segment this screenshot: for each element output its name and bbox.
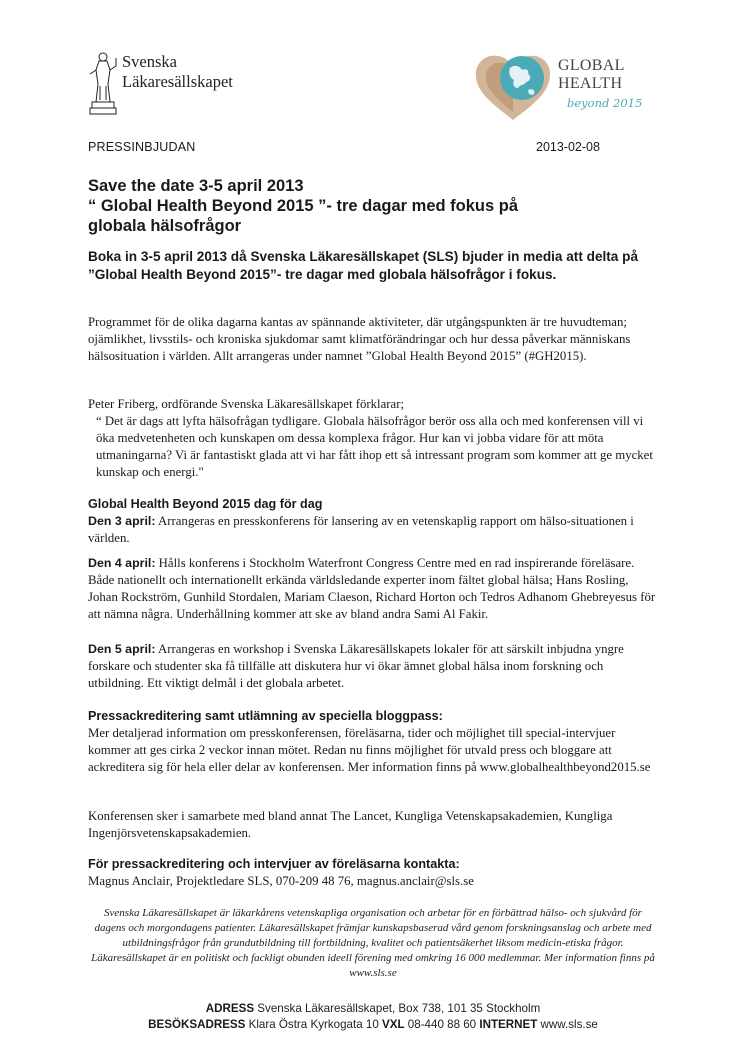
phone-label: VXL <box>382 1018 405 1031</box>
day-4-text: Hålls konferens i Stockholm Waterfront Congress Centre med en rad inspirerande föreläsare. Både nationellt och internationellt erkända världsledande experter inom fältet global hälsa; Hans Rosling, Johan Rockström, Gunhild Stordalen, Mariam Claeson, Richard Horton och Tedros Adhanom Ghebreyesus för att nämna några. Underhållning kommer att ske av bland andra Sami Al Fakir. <box>88 556 656 621</box>
day-4-label: Den 4 april: <box>88 556 156 570</box>
days-heading: Global Health Beyond 2015 dag för dag <box>88 497 323 511</box>
day-5-text: Arrangeras en workshop i Svenska Läkaresällskapets lokaler för att särskilt inbjudna yngre forskare och studenter ska få tillfälle att diskutera hur vi ökar ämnet global hälsa inom forskning och utbildning. Ett viktigt delmål i det globala arbetet. <box>88 642 624 690</box>
gh-logo-line2: HEALTH <box>558 75 623 92</box>
day-5-entry <box>88 641 658 692</box>
web-value: www.sls.se <box>537 1018 598 1031</box>
global-health-logo <box>470 46 660 126</box>
accreditation-heading: Pressackreditering samt utlämning av speciella bloggpass: <box>88 709 443 723</box>
visit-value: Klara Östra Kyrkogata 10 <box>245 1018 383 1031</box>
sls-logo-line2: Läkaresällskapet <box>122 72 233 91</box>
address-label: ADRESS <box>205 1002 255 1015</box>
day-3-text: Arrangeras en presskonferens för lansering av en vetenskaplig rapport om hälso-situationen i världen. <box>88 514 634 545</box>
day-5-label: Den 5 april: <box>88 642 156 656</box>
statue-emblem-icon <box>86 50 120 118</box>
lead-paragraph: Boka in 3-5 april 2013 då Svenska Läkaresällskapet (SLS) bjuder in media att delta på ”Global Health Beyond 2015”- tre dagar med globala hälsofrågor i fokus. <box>88 249 639 282</box>
visit-line <box>0 1017 746 1033</box>
partners-text: Konferensen sker i samarbete med bland annat The Lancet, Kungliga Vetenskapsakademien, Kungliga Ingenjörsvetenskapsakademien. <box>88 809 613 840</box>
quote-section <box>88 396 658 481</box>
address-value: Svenska Läkaresällskapet, Box 738, 101 35 Stockholm <box>254 1002 541 1015</box>
title-line-2: “ Global Health Beyond 2015 ”- tre dagar med fokus på <box>88 197 519 215</box>
press-label: PRESSINBJUDAN <box>88 140 196 154</box>
day-3-entry <box>88 513 658 547</box>
accreditation-text: Mer detaljerad information om presskonferensen, föreläsarna, tider och möjlighet till special-intervjuer kommer att ges cirka 2 veckor innan mötet. Redan nu finns möjlighet för utvald press och bloggare att ackreditera sig för hela eller delar av konferensen. Mer information finns på www.globalhealthbeyond2015.se <box>88 726 651 774</box>
sls-logo <box>86 50 256 120</box>
title-line-1: Save the date 3-5 april 2013 <box>88 177 304 195</box>
contact-heading: För pressackreditering och intervjuer av föreläsarna kontakta: <box>88 857 460 871</box>
web-label: INTERNET <box>479 1018 538 1031</box>
quote-text: “ Det är dags att lyfta hälsofrågan tydligare. Globala hälsofrågor berör oss alla och med konferensen vill vi öka medvetenheten och kunskapen om dessa komplexa frågor. Hur kan vi jobba vidare för att möta utmaningarna? Vi är fantastiskt glada att vi har fått ihop ett så intressant program som kommer att ge mycket kunskap och energi." <box>96 414 653 479</box>
visit-label: BESÖKSADRESS <box>148 1018 246 1031</box>
program-paragraph: Programmet för de olika dagarna kantas av spännande aktiviteter, där utgångspunkten är tre huvudteman; ojämlikhet, livsstils- och kroniska sjukdomar samt klimatförändringar och hur dessa påverkar människans hälsosituation i världen. Allt arrangeras under namnet ”Global Health Beyond 2015” (#GH2015). <box>88 315 631 363</box>
heart-globe-icon <box>470 46 556 126</box>
quote-intro: Peter Friberg, ordförande Svenska Läkaresällskapet förklarar; <box>88 397 405 411</box>
press-date: 2013-02-08 <box>536 140 600 154</box>
organisation-note: Svenska Läkaresällskapet är läkarkårens vetenskapliga organisation och arbetar för en förbättrad hälso- och sjukvård för dagens och morgondagens patienter. Läkaresällskapet främjar kunskapsbaserad vård genom forskningsanslag och arbete med utbildningsfrågor från grundutbildning till fortbildning, kvalitet och patientsäkerhet liksom medicin-etiska frågor. Läkaresällskapet är en politiskt och fackligt obunden ideell förening med omkring 16 000 medlemmar. Mer information finns på www.sls.se <box>91 907 655 979</box>
title-line-3: globala hälsofrågor <box>88 217 242 235</box>
day-3-label: Den 3 april: <box>88 514 156 528</box>
gh-logo-line1: GLOBAL <box>558 57 625 74</box>
phone-value: 08-440 88 60 <box>404 1018 480 1031</box>
gh-logo-tagline: beyond 2015 <box>567 96 643 110</box>
sls-logo-line1: Svenska <box>122 52 177 71</box>
address-line <box>0 1001 746 1017</box>
contact-text: Magnus Anclair, Projektledare SLS, 070-209 48 76, magnus.anclair@sls.se <box>88 874 474 888</box>
day-4-entry <box>88 555 658 623</box>
